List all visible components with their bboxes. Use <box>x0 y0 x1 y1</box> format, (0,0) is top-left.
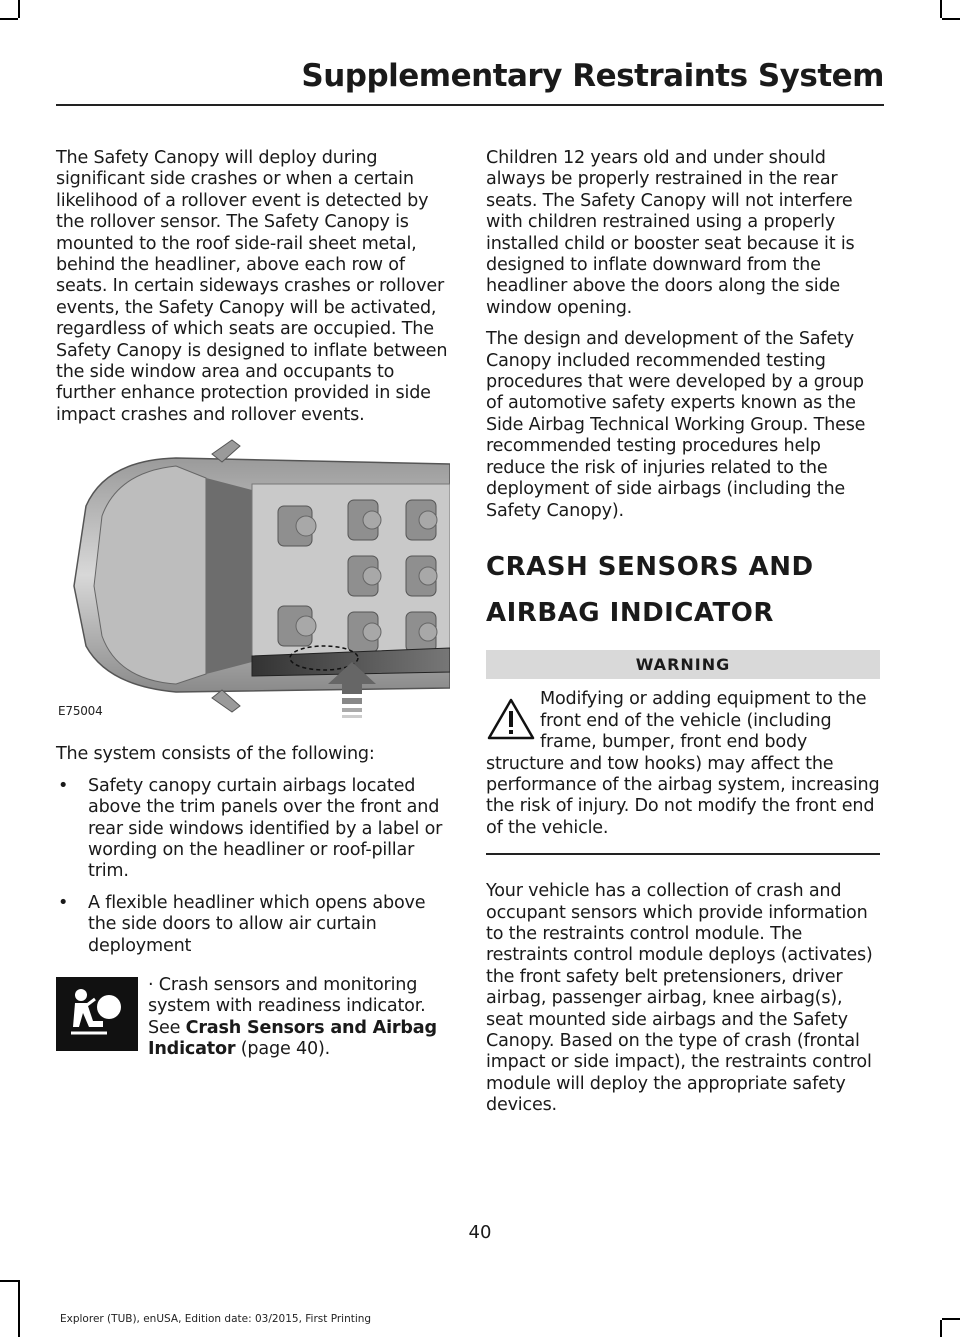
heading-line: AIRBAG INDICATOR <box>486 597 774 628</box>
crop-mark <box>942 1318 960 1320</box>
system-components-list <box>56 776 450 957</box>
page-title: Supplementary Restraints System <box>301 58 884 94</box>
design-development-paragraph: The design and development of the Safety Canopy included recommended testing procedures that were developed by a group of automotive safety experts known as the Side Airbag Technical Working Group. These recommended testing procedures help reduce the risk of injuries related to the deployment of side airbags (including the Safety Canopy). <box>486 329 866 521</box>
safety-canopy-car-icon <box>56 436 450 726</box>
sensors-paragraph: Your vehicle has a collection of crash and occupant sensors which provide information to the restraints control module. The restraints control module deploys (activates) the front safety belt pretensioners, driver airbag, passenger airbag, knee airbag(s), seat mounted side airbags and the Safety Canopy. Based on the type of crash (frontal impact or side impact), the restraints control module will deploy the appropriate safety devices. <box>486 881 873 1116</box>
warning-triangle-icon <box>486 697 536 741</box>
left-column <box>56 148 450 1061</box>
page-number: 40 <box>468 1222 492 1243</box>
crop-mark <box>0 1280 18 1282</box>
warning-text: Modifying or adding equipment to the front end of the vehicle (including frame, bumper, front end body structure and tow hooks) may affect the performance of the airbag system, increasing the risk of injury. Do not modify the front end of the vehicle. <box>486 689 880 838</box>
list-item: • Safety canopy curtain airbags located above the trim panels over the front and rear side windows identified by a label or wording on the headliner or roof-pillar trim. <box>56 776 450 883</box>
crop-mark <box>0 18 18 20</box>
crop-mark <box>940 0 942 18</box>
sensor-page-ref: (page 40). <box>235 1039 331 1060</box>
canopy-description: The Safety Canopy will deploy during significant side crashes or when a certain likelihood of a rollover event is detected by the rollover sensor. The Safety Canopy is mounted to the roof side-rail sheet metal, behind the headliner, above each row of seats. In certain sideways crashes or rollover events, the Safety Canopy will be activated, regardless of which seats are occupied. The Safety Canopy is designed to inflate between the side window area and occupants to further enhance protection provided in side impact crashes and rollover events. <box>56 148 448 425</box>
vehicle-illustration <box>56 436 450 726</box>
crop-mark <box>940 1320 942 1337</box>
list-item: • A flexible headliner which opens above the side doors to allow air curtain deployment <box>56 893 450 957</box>
crop-mark <box>18 1280 20 1337</box>
header-rule <box>56 104 884 106</box>
section-heading <box>486 550 880 630</box>
warning-rule <box>486 853 880 855</box>
crop-mark <box>942 18 960 20</box>
right-column <box>486 148 880 1127</box>
crash-sensors-link[interactable]: Crash Sensors and Airbag Indicator <box>148 1017 437 1060</box>
sensor-text: · Crash sensors and monitoring system with readiness indicator. See <box>148 974 426 1038</box>
warning-box <box>486 689 880 839</box>
children-restraint-paragraph: Children 12 years old and under should always be properly restrained in the rear seats. The Safety Canopy will not interfere with children restrained using a properly installed child or booster seat because it is designed to inflate downward from the headliner above the doors along the side window opening. <box>486 148 855 318</box>
crop-mark <box>18 0 20 18</box>
heading-line: CRASH SENSORS AND <box>486 551 814 582</box>
warning-label: WARNING <box>486 650 880 679</box>
system-intro: The system consists of the following: <box>56 744 375 765</box>
figure-code: E75004 <box>58 703 103 718</box>
crash-sensor-note <box>56 975 450 1061</box>
footer-edition: Explorer (TUB), enUSA, Edition date: 03/2015, First Printing <box>60 1313 372 1325</box>
airbag-indicator-icon <box>56 977 138 1051</box>
